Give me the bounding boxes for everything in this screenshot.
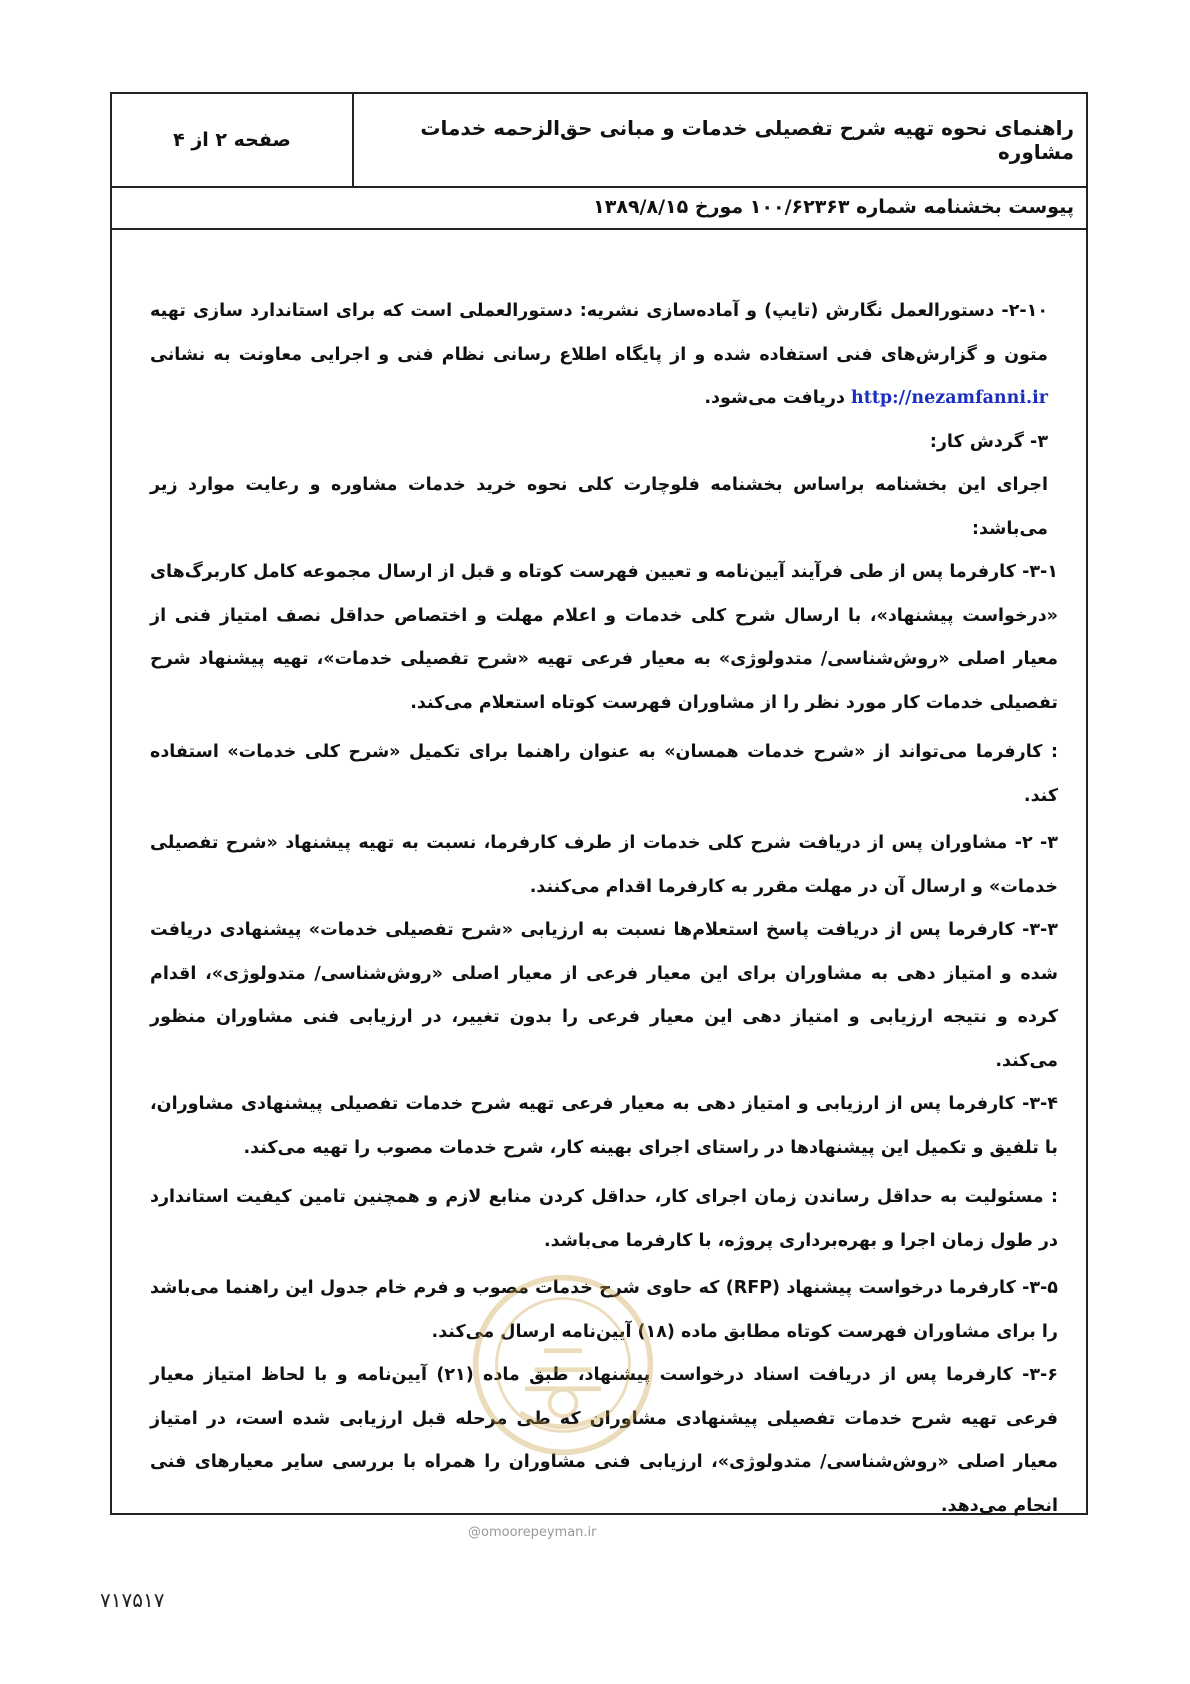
- paragraph-3-1: ۳-۱- کارفرما پس از طی فرآیند آیین‌نامه و تعیین فهرست کوتاه و قبل از ارسال مجموعه کامل کاربرگ‌های «درخواست پیشنهاد»، با ارسال شرح کلی خدمات و اعلام مهلت و اختصاص حداقل نصف امتیاز فنی از معیار اصلی «روش‌شناسی/ متدولوژی» به معیار فرعی تهیه «شرح تفصیلی خدمات»، تهیه پیشنهاد شرح تفصیلی خدمات کار مورد نظر را از مشاوران فهرست کوتاه استعلام می‌کند.: [150, 562, 1058, 713]
- document-title: راهنمای نحوه تهیه شرح تفصیلی خدمات و مبانی حق‌الزحمه خدمات مشاوره: [420, 116, 1074, 164]
- page-number: صفحه ۲ از ۴: [112, 94, 354, 186]
- section-3-intro: اجرای این بخشنامه براساس بخشنامه فلوچارت کلی نحوه خرید خدمات مشاوره و رعایت موارد زیر می‌باشد:: [150, 475, 1048, 539]
- paragraph-2-10: [150, 290, 1072, 421]
- paragraph-2-10-text: ۲-۱۰- دستورالعمل نگارش (تایپ) و آماده‌سازی نشریه: دستورالعملی است که برای استاندارد سازی تهیه متون و گزارش‌های فنی استفاده شده و از پایگاه اطلاع رسانی نظام فنی و اجرایی معاونت به نشانی: [150, 301, 1048, 365]
- header-row: [112, 94, 1086, 188]
- document-subtitle: پیوست بخشنامه شماره ۱۰۰/۶۲۳۶۳ مورخ ۱۳۸۹/۸/۱۵: [112, 186, 1086, 230]
- document-frame: [110, 92, 1088, 1515]
- paragraph-3-6: ۳-۶- کارفرما پس از دریافت اسناد درخواست پیشنهاد، طبق ماده (۲۱) آیین‌نامه و با لحاظ امتیاز معیار فرعی تهیه شرح خدمات تفصیلی پیشنهادی مشاوران که طی مرحله قبل ارزیابی شده است، در امتیاز معیار اصلی «روش‌شناسی/ متدولوژی»، ارزیابی فنی مشاوران را همراه با بررسی سایر معیارهای فنی انجام می‌دهد.: [150, 1365, 1058, 1516]
- note-2: : مسئولیت به حداقل رساندن زمان اجرای کار، حداقل کردن منابع لازم و همچنین تامین کیفیت استاندارد در طول زمان اجرا و بهره‌برداری پروژه، با کارفرما می‌باشد.: [150, 1187, 1058, 1251]
- document-number: ۷۱۷۵۱۷: [100, 1588, 165, 1612]
- watermark-site: @omoorepeyman.ir: [468, 1525, 597, 1540]
- document-body: [150, 290, 1072, 1528]
- section-3-heading: ۳- گردش کار:: [929, 431, 1048, 452]
- paragraph-2-10-end: دریافت می‌شود.: [704, 388, 852, 408]
- paragraph-3-3: ۳-۳- کارفرما پس از دریافت پاسخ استعلام‌ها نسبت به ارزیابی «شرح تفصیلی خدمات» پیشنهادی دریافت شده و امتیاز دهی به مشاوران برای این معیار فرعی از معیار اصلی «روش‌شناسی/ متدولوژی»، اقدام کرده و نتیجه ارزیابی و امتیاز دهی این معیار فرعی را بدون تغییر، در ارزیابی فنی مشاوران منظور می‌کند.: [150, 920, 1058, 1071]
- note-1: : کارفرما می‌تواند از «شرح خدمات همسان» به عنوان راهنما برای تکمیل «شرح کلی خدمات» استفاده کند.: [150, 742, 1058, 806]
- nezamfanni-link[interactable]: http://nezamfanni.ir: [851, 388, 1048, 408]
- paragraph-3-2: ۳- ۲- مشاوران پس از دریافت شرح کلی خدمات از طرف کارفرما، نسبت به تهیه پیشنهاد «شرح تفصیلی خدمات» و ارسال آن در مهلت مقرر به کارفرما اقدام می‌کنند.: [150, 833, 1058, 897]
- paragraph-3-4: ۳-۴- کارفرما پس از ارزیابی و امتیاز دهی به معیار فرعی تهیه شرح خدمات تفصیلی پیشنهادی مشاوران، با تلفیق و تکمیل این پیشنهادها در راستای اجرای بهینه کار، شرح خدمات مصوب را تهیه می‌کند.: [150, 1094, 1058, 1158]
- paragraph-3-5: ۳-۵- کارفرما درخواست پیشنهاد (RFP) که حاوی شرح خدمات مصوب و فرم خام جدول این راهنما می‌باشد را برای مشاوران فهرست کوتاه مطابق ماده (۱۸) آیین‌نامه ارسال می‌کند.: [150, 1278, 1058, 1342]
